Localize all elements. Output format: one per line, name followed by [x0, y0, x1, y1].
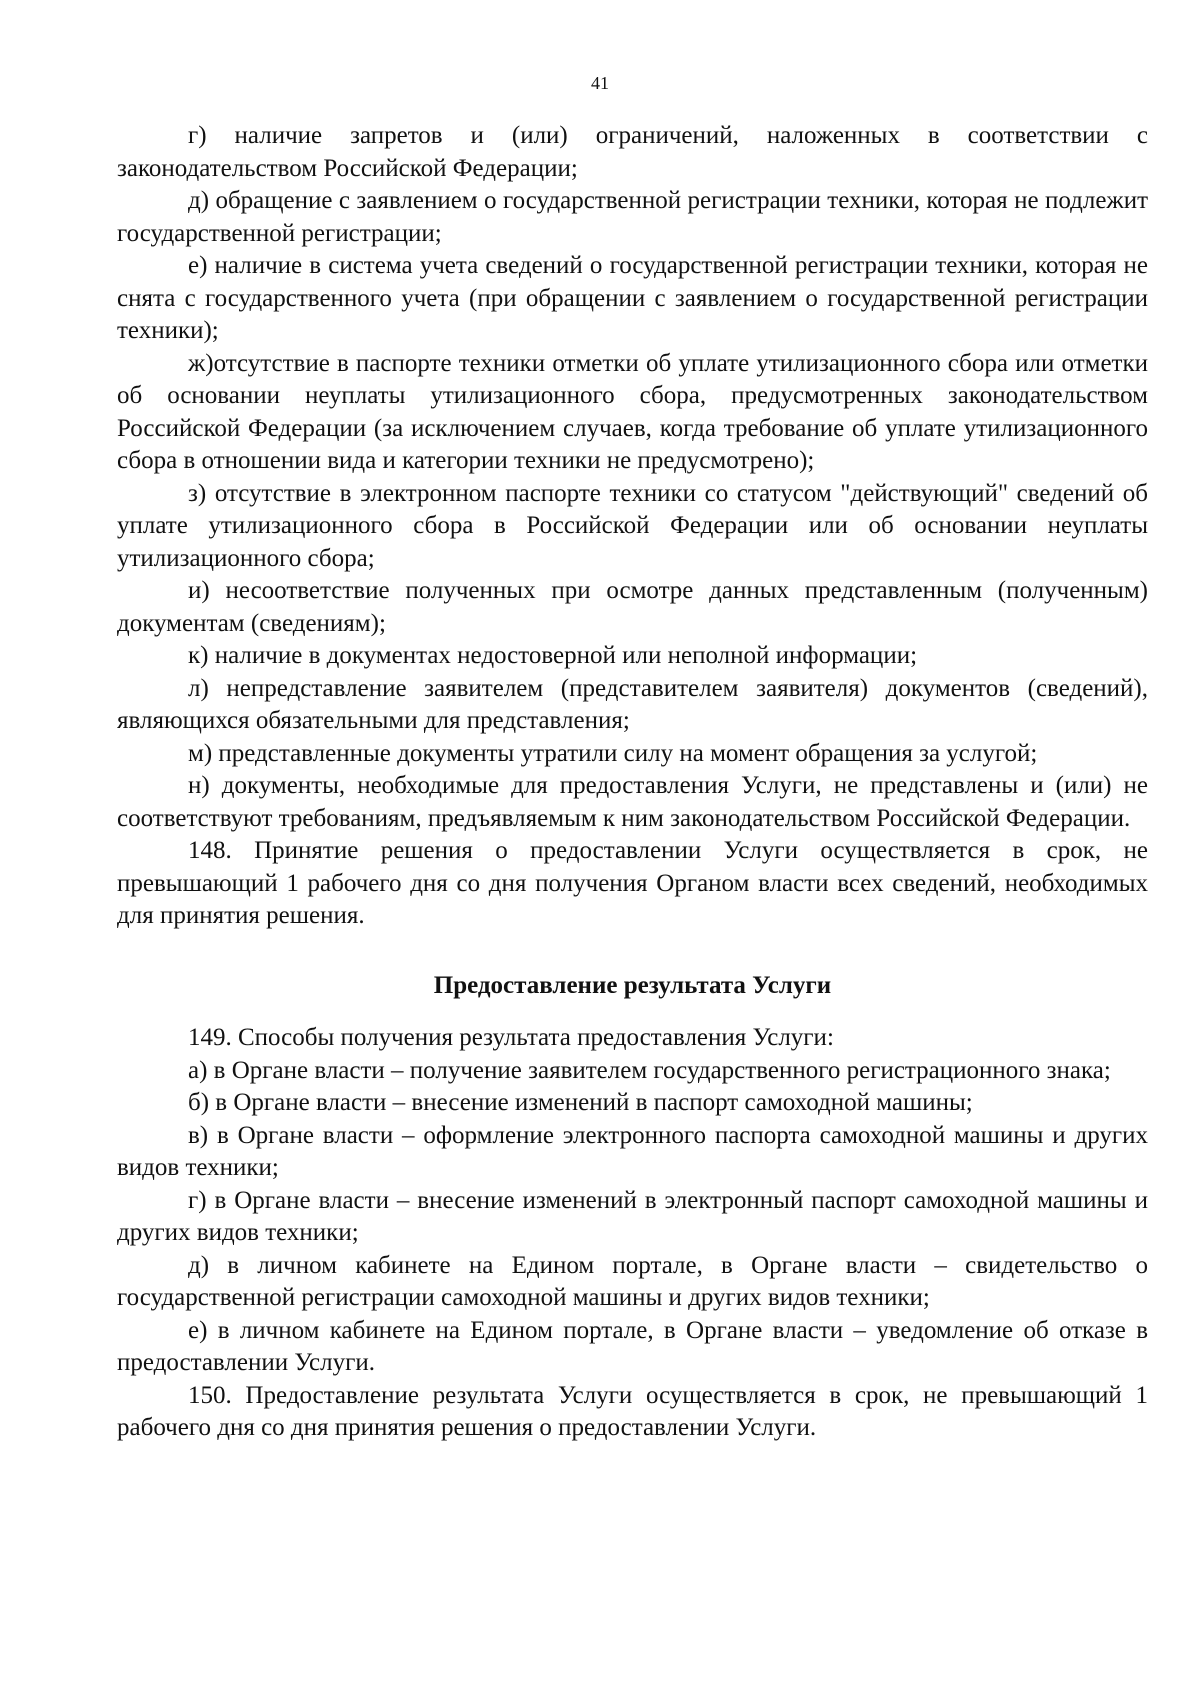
paragraph-g: г) наличие запретов и (или) ограничений, наложенных в соответствии с законодательством Российской Федерации;: [117, 122, 1148, 182]
paragraph-149-v: в) в Органе власти – оформление электронного паспорта самоходной машины и других видов техники;: [117, 1121, 1148, 1181]
page-number: 41: [591, 73, 609, 93]
paragraph-i: и) несоответствие полученных при осмотре данных представленным (полученным) документам (сведениям);: [117, 577, 1148, 637]
paragraph-e: е) наличие в система учета сведений о государственной регистрации техники, которая не снята с государственного учета (при обращении с заявлением о государственной регистрации техники);: [117, 252, 1148, 344]
paragraph-z: з) отсутствие в электронном паспорте техники со статусом "действующий" сведений об уплате утилизационного сбора в Российской Федерации или об основании неуплаты утилизационного сбора;: [117, 479, 1148, 572]
paragraph-148: 148. Принятие решения о предоставлении Услуги осуществляется в срок, не превышающий 1 рабочего дня со дня получения Органом власти всех сведений, необходимых для принятия решения.: [117, 837, 1148, 929]
paragraph-k: к) наличие в документах недостоверной или неполной информации;: [188, 642, 918, 669]
paragraph-149: 149. Способы получения результата предоставления Услуги:: [188, 1024, 834, 1051]
paragraph-150: 150. Предоставление результата Услуги осуществляется в срок, не превышающий 1 рабочего дня со дня принятия решения о предоставлении Услуги.: [117, 1381, 1148, 1441]
paragraph-149-e: е) в личном кабинете на Едином портале, в Органе власти – уведомление об отказе в предоставлении Услуги.: [117, 1316, 1148, 1376]
paragraph-l: л) непредставление заявителем (представителем заявителя) документов (сведений), являющихся обязательными для представления;: [117, 674, 1148, 734]
paragraph-d: д) обращение с заявлением о государственной регистрации техники, которая не подлежит государственной регистрации;: [117, 187, 1148, 247]
paragraph-149-a: а) в Органе власти – получение заявителем государственного регистрационного знака;: [188, 1056, 1111, 1084]
paragraph-149-d: д) в личном кабинете на Едином портале, в Органе власти – свидетельство о государственной регистрации самоходной машины и других видов техники;: [117, 1251, 1148, 1311]
paragraph-149-b: б) в Органе власти – внесение изменений в паспорт самоходной машины;: [188, 1089, 973, 1116]
paragraph-zh: ж)отсутствие в паспорте техники отметки об уплате утилизационного сбора или отметки об основании неуплаты утилизационного сбора, предусмотренных законодательством Российской Федерации (за исключением случаев, когда требование об уплате утилизационного сбора в отношении вида и категории техники не предусмотрено);: [117, 349, 1148, 474]
document-body: [117, 120, 1148, 1445]
section-heading: Предоставление результата Услуги: [433, 971, 832, 999]
paragraph-m: м) представленные документы утратили силу на момент обращения за услугой;: [188, 739, 1038, 767]
paragraph-149-g: г) в Органе власти – внесение изменений в электронный паспорт самоходной машины и других видов техники;: [117, 1186, 1148, 1246]
paragraph-n: н) документы, необходимые для предоставления Услуги, не представлены и (или) не соответствуют требованиям, предъявляемым к ним законодательством Российской Федерации.: [117, 772, 1148, 832]
